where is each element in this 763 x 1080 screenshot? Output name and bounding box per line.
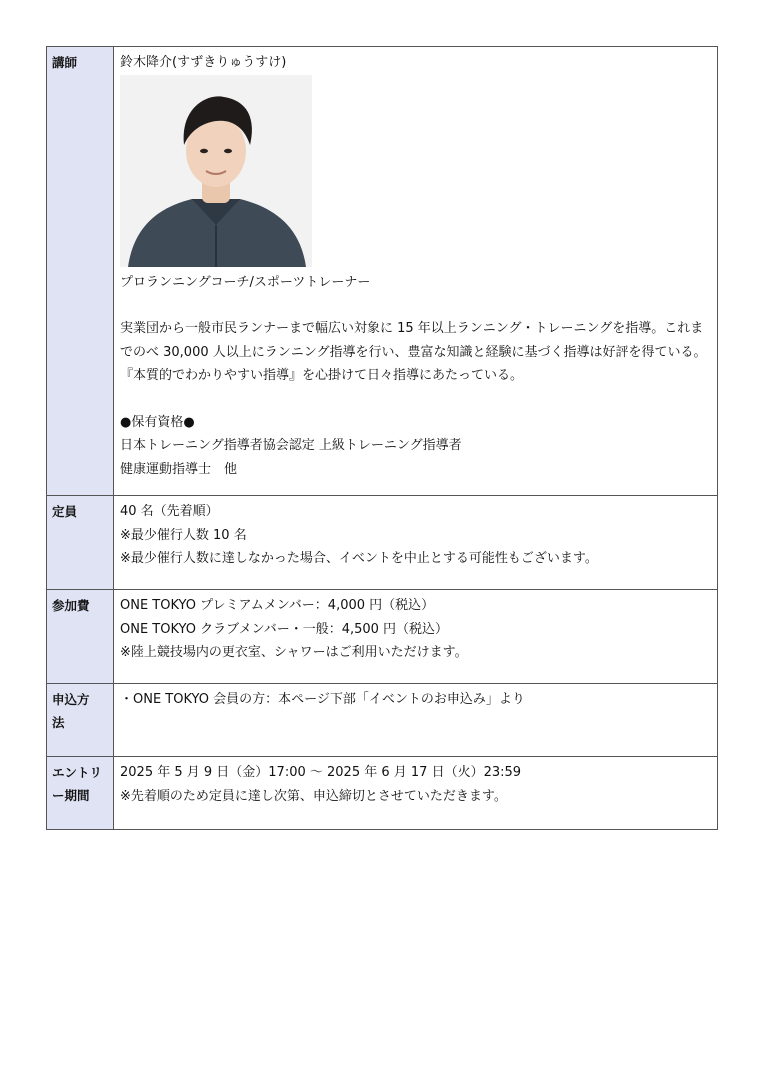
apply-method: ・ONE TOKYO 会員の方：本ページ下部「イベントのお申込み」より: [120, 692, 525, 707]
label-cell-lecturer: [47, 47, 114, 496]
row-fee: [47, 590, 718, 684]
label-cell-apply: [47, 684, 114, 757]
lecturer-photo: [120, 75, 312, 267]
capacity-cancel-note: ※最少催行人数に達しなかった場合、イベントを中止とする可能性もございます。: [120, 551, 598, 566]
qualification-item: 健康運動指導士 他: [120, 461, 238, 477]
label-capacity: 定員: [52, 504, 78, 519]
label-apply-line2: 法: [52, 715, 65, 730]
lecturer-name: 鈴木降介(すずきりゅうすけ): [120, 55, 287, 70]
fee-premium: ONE TOKYO プレミアムメンバー：4,000 円（税込）: [120, 598, 435, 613]
row-entry-period: [47, 757, 718, 830]
lecturer-bio: 実業団から一般市民ランナーまで幅広い対象に 15 年以上ランニング・トレーニングを指導。これまでのべ 30,000 人以上にランニング指導を行い、豊富な知識と経験に基づく指導は好評を得ている。『本質的でわかりやすい指導』を心掛けて日々指導にあたっている。: [120, 321, 707, 383]
content-cell-capacity: [114, 496, 718, 590]
lecturer-portrait-image: [120, 75, 312, 267]
capacity-count: 40 名（先着順）: [120, 504, 219, 519]
label-fee: 参加費: [52, 598, 90, 613]
event-info-table: [46, 46, 718, 830]
label-apply-line1: 申込方: [52, 692, 90, 707]
label-entry-line1: エントリ: [52, 765, 103, 780]
qualification-item: 日本トレーニング指導者協会認定 上級トレーニング指導者: [120, 438, 462, 453]
entry-period-note: ※先着順のため定員に達し次第、申込締切とさせていただきます。: [120, 788, 507, 804]
capacity-minimum: ※最少催行人数 10 名: [120, 527, 247, 543]
spacer: [120, 294, 711, 317]
fee-facility-note: ※陸上競技場内の更衣室、シャワーはご利用いただけます。: [120, 645, 468, 660]
entry-period-dates: 2025 年 5 月 9 日（金）17:00 ～ 2025 年 6 月 17 日（火）23:59: [120, 765, 522, 780]
label-cell-entry: [47, 757, 114, 830]
label-entry-line2: ー期間: [52, 788, 90, 803]
spacer: [120, 388, 711, 411]
fee-club-general: ONE TOKYO クラブメンバー・一般：4,500 円（税込）: [120, 621, 449, 637]
content-cell-fee: [114, 590, 718, 684]
label-lecturer: 講師: [52, 55, 78, 70]
label-cell-capacity: [47, 496, 114, 590]
label-cell-fee: [47, 590, 114, 684]
qualification-heading: ●保有資格●: [120, 414, 195, 430]
content-cell-lecturer: [114, 47, 718, 496]
row-lecturer: [47, 47, 718, 496]
content-cell-entry: [114, 757, 718, 830]
row-apply: [47, 684, 718, 757]
lecturer-title: プロランニングコーチ/スポーツトレーナー: [120, 274, 371, 290]
content-cell-apply: [114, 684, 718, 757]
row-capacity: [47, 496, 718, 590]
